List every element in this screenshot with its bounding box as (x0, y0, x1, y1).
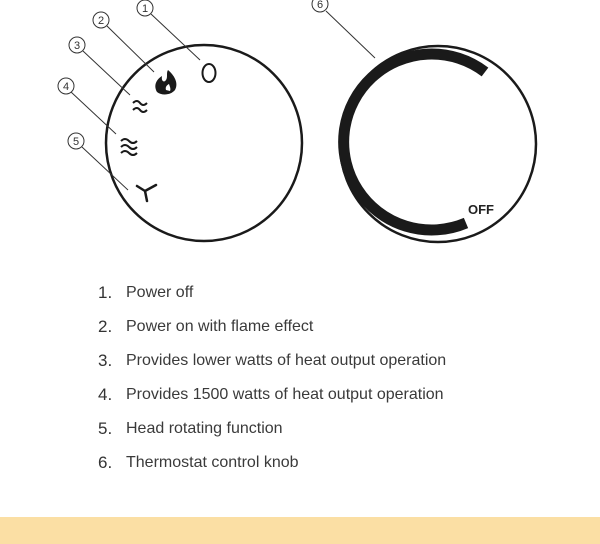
flame-icon (155, 70, 176, 94)
legend-number: 4. (98, 385, 113, 404)
legend-item (98, 384, 446, 418)
callout-2-number: 2 (97, 15, 105, 27)
callout-5-number: 5 (72, 136, 80, 148)
callout-5-leader (82, 147, 128, 190)
callout-1-leader (151, 14, 200, 60)
high-heat-wave-icon (121, 139, 137, 155)
callout-4-number: 4 (62, 81, 70, 93)
callout-6-leader (326, 11, 375, 58)
legend-text: Thermostat control knob (126, 454, 299, 471)
power-off-oval-icon (203, 64, 216, 82)
legend-number: 3. (98, 351, 113, 370)
legend-item (98, 350, 446, 384)
callout-3-number: 3 (73, 40, 81, 52)
callout-4-leader (71, 92, 116, 134)
callout-3-leader (83, 51, 130, 95)
callout-6-number: 6 (316, 0, 324, 11)
thermostat-arc (344, 54, 485, 230)
legend-text: Provides lower watts of heat output operation (126, 352, 447, 369)
footer-band (0, 517, 600, 544)
legend-text: Power off (126, 284, 194, 301)
callout-2-leader (107, 26, 154, 72)
legend-text: Head rotating function (126, 420, 283, 437)
legend-item (98, 418, 446, 452)
legend-number: 2. (98, 317, 113, 336)
function-legend (98, 282, 446, 486)
callout-1-number: 1 (141, 3, 149, 15)
legend-number: 6. (98, 453, 113, 472)
control-panel-diagram (0, 0, 600, 260)
legend-number: 5. (98, 419, 113, 438)
legend-number: 1. (98, 283, 113, 302)
legend-text: Provides 1500 watts of heat output operation (126, 386, 444, 403)
off-label: OFF (468, 202, 494, 217)
rotate-icon (137, 185, 156, 201)
legend-text: Power on with flame effect (126, 318, 314, 335)
legend-item (98, 452, 446, 486)
legend-item (98, 316, 446, 350)
legend-item (98, 282, 446, 316)
low-heat-wave-icon (133, 101, 147, 112)
